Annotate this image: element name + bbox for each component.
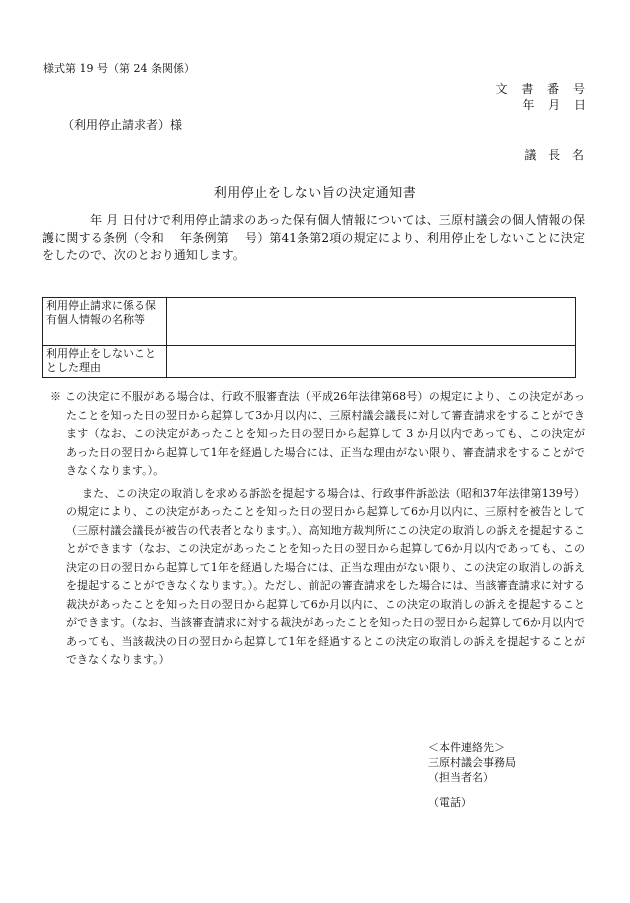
table-row — [43, 298, 576, 346]
contact-block — [428, 740, 516, 810]
chair-name: 議 長 名 — [524, 148, 588, 162]
row-value-info-name — [167, 298, 576, 346]
contact-office: 三原村議会事務局 — [428, 756, 516, 769]
addressee: （利用停止請求者）様 — [62, 118, 183, 132]
contact-phone: （電話） — [428, 796, 472, 809]
notes-section — [50, 388, 585, 670]
document-number: 文 書 番 号 — [495, 82, 590, 96]
info-table — [42, 297, 576, 378]
notice-paragraph: 年 月 日付けで利用停止請求のあった保有個人情報については、三原村議会の個人情報の保護に関する条例（令和 年条例第 号）第41条第2項の規定により、利用停止をしないことに決定をしたので、次のとおり通知します。 — [42, 213, 585, 262]
form-number: 様式第 19 号（第 24 条関係） — [43, 62, 195, 75]
note-lawsuit: また、この決定の取消しを求める訴訟を提起する場合は、行政事件訴訟法（昭和37年法律第139号）の規定により、この決定があったことを知った日の翌日から起算して6か月以内に、三原村を被告として（三原村議会議長が被告の代表者となります。）、高知地方裁判所にこの決定の取消しの訴えを提起することができます（なお、この決定があったことを知った日の翌日から起算して6か月以内であっても、この決定の日の翌日から起算して1年を経過した場合には、正当な理由がない限り、この決定の取消しの訴えを提起することができなくなります。）。ただし、前記の審査請求をした場合には、当該審査請求に対する裁決があったことを知った日の翌日から起算して6か月以内に、この決定の取消しの訴えを提起することができます。（なお、当該審査請求に対する裁決があったことを知った日の翌日から起算して6か月以内であっても、当該裁決の日の翌日から起算して1年を経過するとこの決定の取消しの訴えを提起することができなくなります。） — [66, 486, 585, 666]
note-appeal: ※ この決定に不服がある場合は、行政不服審査法（平成26年法律第68号）の規定により、この決定があったことを知った日の翌日から起算して3か月以内に、三原村議会議長に対して審査請求をすることができます（なお、この決定があったことを知った日の翌日から起算して 3 か月以内であっても、この決定があった日の翌日から起算して1年を経過した場合には、正当な理由がない限り、審査請求をすることができなくなります。）。 — [50, 390, 585, 477]
document-date: 年 月 日 — [522, 98, 586, 112]
contact-person: （担当者名） — [428, 771, 494, 784]
table-row — [43, 346, 576, 378]
contact-heading: ＜本件連絡先＞ — [428, 741, 505, 754]
row-value-reason — [167, 346, 576, 378]
row-label-info-name: 利用停止請求に係る保有個人情報の名称等 — [43, 298, 167, 346]
row-label-reason: 利用停止をしないこととした理由 — [43, 346, 167, 378]
document-title: 利用停止をしない旨の決定通知書 — [213, 186, 417, 201]
